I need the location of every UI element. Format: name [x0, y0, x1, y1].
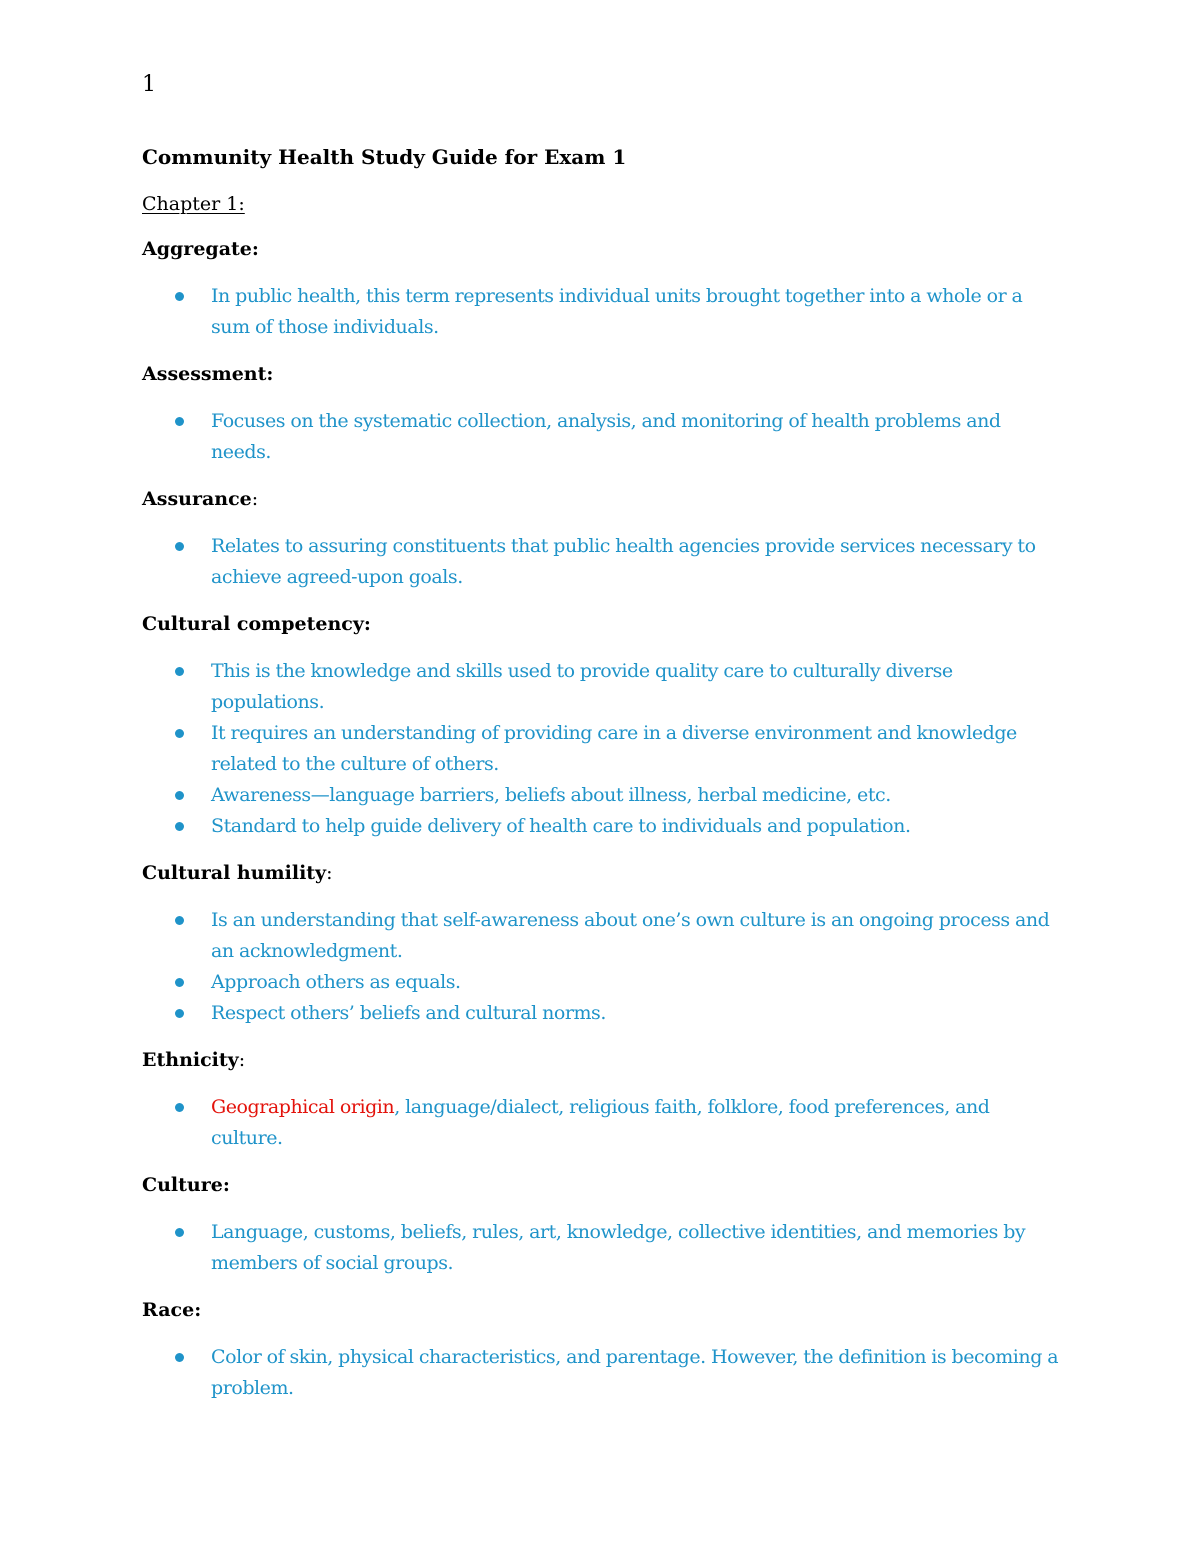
- bullet-text: It requires an understanding of providing care in a diverse environment and knowledge related to the culture of others.: [211, 722, 1017, 775]
- bullet-dot-icon: [175, 1228, 184, 1237]
- term-colon: :: [363, 613, 371, 635]
- bullet-dot-icon: [175, 729, 184, 738]
- bullet-list-cultural-competency: [142, 656, 1062, 842]
- bullet-item: [142, 718, 1062, 780]
- term-label: Cultural competency: [142, 613, 364, 635]
- bullet-text: Standard to help guide delivery of health care to individuals and population.: [211, 815, 911, 837]
- term-culture: [142, 1170, 1062, 1201]
- term-race: [142, 1295, 1062, 1326]
- bullet-item: [142, 998, 1062, 1029]
- bullet-item: [142, 1342, 1062, 1404]
- term-colon: :: [194, 1299, 202, 1321]
- bullet-item: [142, 811, 1062, 842]
- bullet-text: Approach others as equals.: [211, 971, 461, 993]
- term-colon: :: [266, 363, 274, 385]
- term-assessment: [142, 359, 1062, 390]
- bullet-list-ethnicity: [142, 1092, 1062, 1154]
- bullet-dot-icon: [175, 417, 184, 426]
- term-label: Assurance: [142, 488, 252, 510]
- bullet-list-aggregate: [142, 281, 1062, 343]
- bullet-item: [142, 406, 1062, 468]
- bullet-dot-icon: [175, 667, 184, 676]
- bullet-list-cultural-humility: [142, 905, 1062, 1029]
- document-title: Community Health Study Guide for Exam 1: [142, 145, 627, 169]
- bullet-dot-icon: [175, 1353, 184, 1362]
- term-label: Ethnicity: [142, 1049, 239, 1071]
- bullet-item: [142, 967, 1062, 998]
- term-label: Aggregate: [142, 238, 252, 260]
- term-label: Assessment: [142, 363, 267, 385]
- bullet-item: [142, 531, 1062, 593]
- term-label: Race: [142, 1299, 195, 1321]
- term-colon: :: [222, 1174, 230, 1196]
- bullet-text: Focuses on the systematic collection, analysis, and monitoring of health problems and needs.: [211, 410, 1001, 463]
- term-colon: :: [238, 1049, 246, 1071]
- bullet-list-assessment: [142, 406, 1062, 468]
- term-colon: :: [251, 488, 259, 510]
- bullet-item: [142, 656, 1062, 718]
- term-colon: :: [326, 862, 333, 884]
- bullet-dot-icon: [175, 1009, 184, 1018]
- bullet-text: Is an understanding that self-awareness about one’s own culture is an ongoing process and an acknowledgment.: [211, 909, 1050, 962]
- chapter-heading: Chapter 1:: [142, 193, 245, 215]
- bullet-item: [142, 780, 1062, 811]
- bullet-item: [142, 1092, 1062, 1154]
- bullet-dot-icon: [175, 542, 184, 551]
- bullet-dot-icon: [175, 978, 184, 987]
- term-cultural-humility: [142, 858, 1062, 889]
- term-assurance: [142, 484, 1062, 515]
- bullet-text: , language/dialect, religious faith, folklore, food preferences, and culture.: [211, 1096, 990, 1149]
- term-label: Culture: [142, 1174, 223, 1196]
- highlighted-text: Geographical origin: [211, 1096, 395, 1118]
- bullet-item: [142, 905, 1062, 967]
- bullet-dot-icon: [175, 822, 184, 831]
- bullet-text: This is the knowledge and skills used to provide quality care to culturally diverse populations.: [211, 660, 953, 713]
- bullet-text: Awareness—language barriers, beliefs about illness, herbal medicine, etc.: [211, 784, 891, 806]
- page-number: 1: [142, 72, 156, 97]
- bullet-list-assurance: [142, 531, 1062, 593]
- bullet-dot-icon: [175, 292, 184, 301]
- bullet-text: Relates to assuring constituents that public health agencies provide services necessary to achieve agreed-upon goals.: [211, 535, 1036, 588]
- term-colon: :: [251, 238, 259, 260]
- bullet-text: Language, customs, beliefs, rules, art, knowledge, collective identities, and memories by members of social groups.: [211, 1221, 1026, 1274]
- bullet-item: [142, 1217, 1062, 1279]
- bullet-text: In public health, this term represents individual units brought together into a whole or a sum of those individuals.: [211, 285, 1023, 338]
- bullet-dot-icon: [175, 791, 184, 800]
- term-aggregate: [142, 234, 1062, 265]
- bullet-item: [142, 281, 1062, 343]
- bullet-text: Color of skin, physical characteristics, and parentage. However, the definition is becoming a problem.: [211, 1346, 1059, 1399]
- bullet-dot-icon: [175, 916, 184, 925]
- glossary-sections: [142, 234, 1062, 1420]
- bullet-text: Respect others’ beliefs and cultural norms.: [211, 1002, 606, 1024]
- term-cultural-competency: [142, 609, 1062, 640]
- bullet-list-race: [142, 1342, 1062, 1404]
- bullet-list-culture: [142, 1217, 1062, 1279]
- term-ethnicity: [142, 1045, 1062, 1076]
- bullet-dot-icon: [175, 1103, 184, 1112]
- term-label: Cultural humility: [142, 862, 327, 884]
